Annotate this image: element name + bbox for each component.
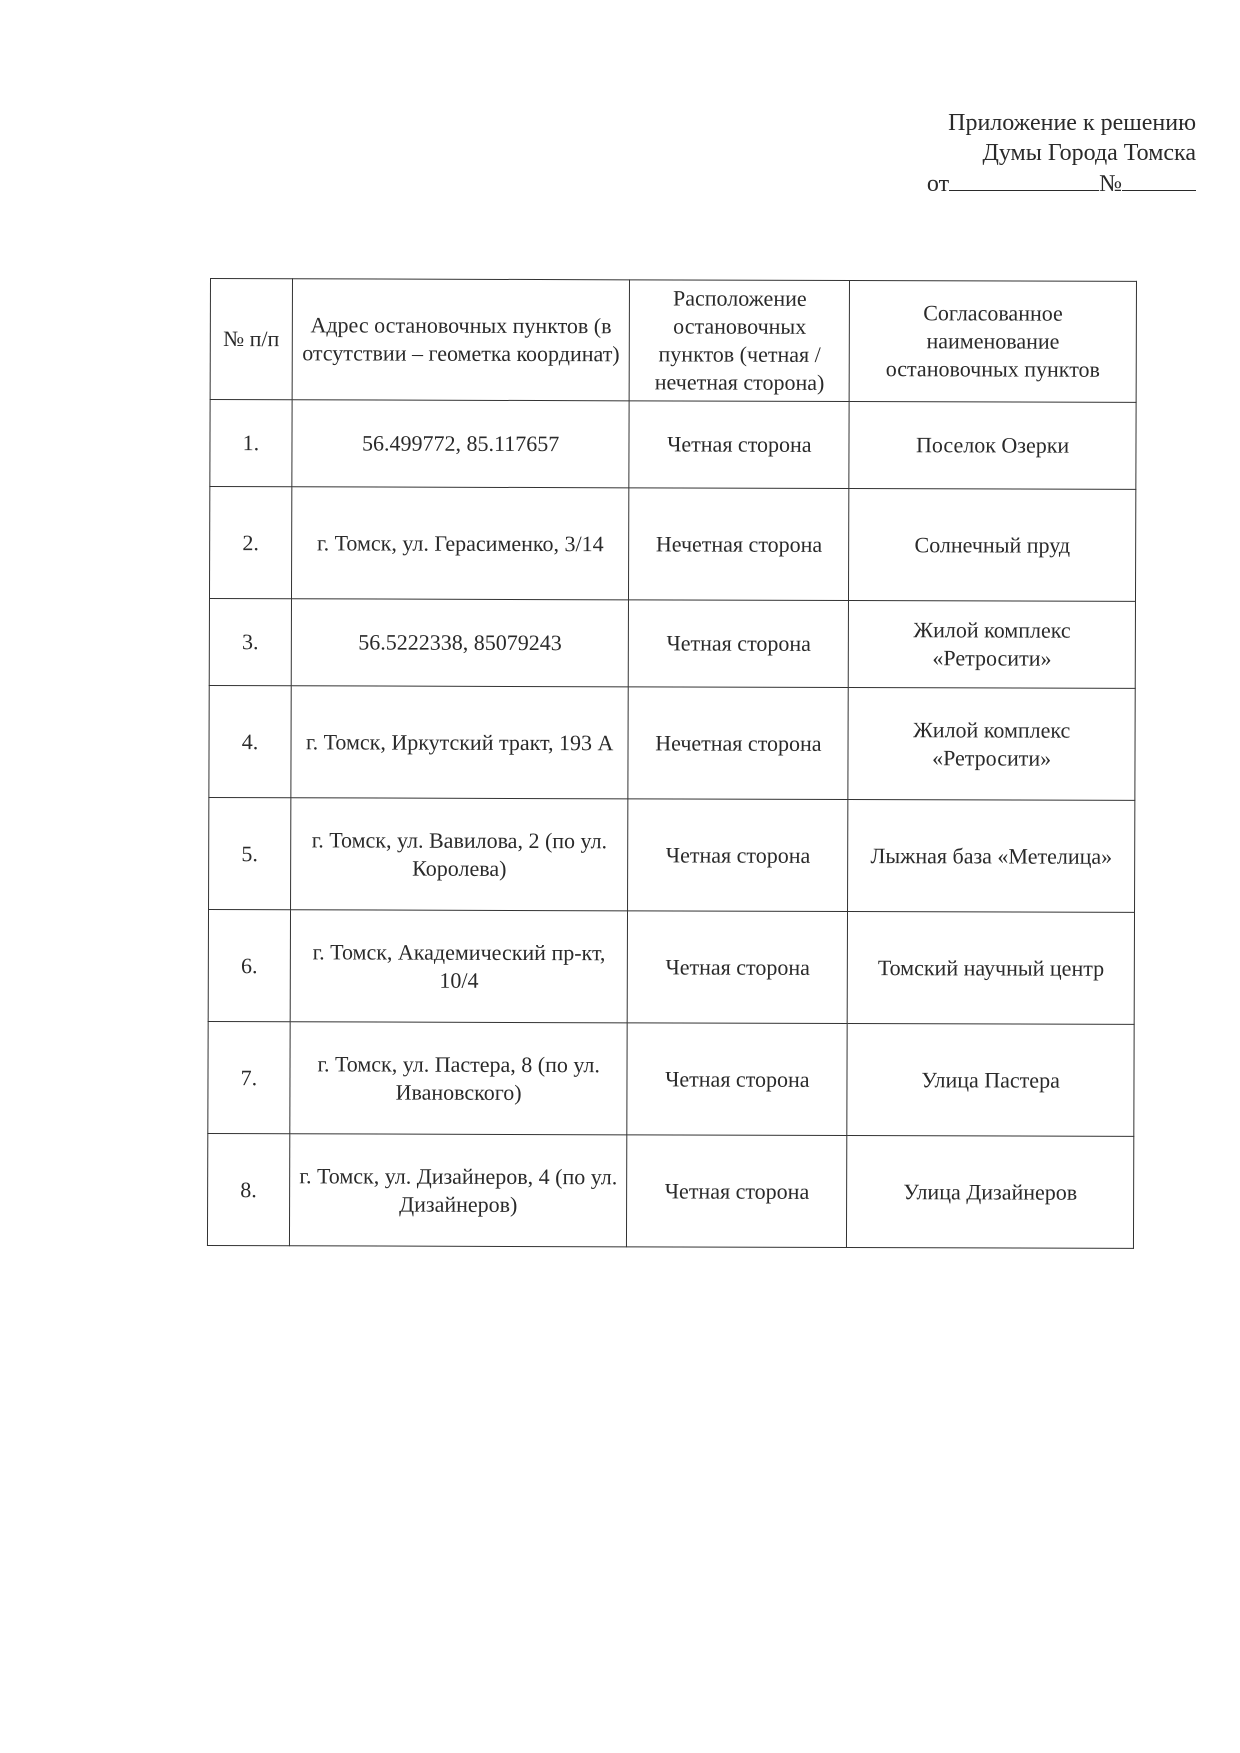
appendix-line-1: Приложение к решению: [948, 110, 1196, 136]
row-number: 3.: [209, 599, 291, 686]
row-number: 5.: [209, 797, 291, 909]
date-blank: [949, 168, 1099, 191]
table-header-row: [210, 279, 1136, 403]
row-stop-name: Улица Дизайнеров: [847, 1136, 1134, 1249]
table-row: [209, 599, 1135, 689]
row-side: Четная сторона: [628, 911, 848, 1024]
row-address: г. Томск, ул. Вавилова, 2 (по ул. Королева): [290, 798, 628, 911]
row-number: 7.: [208, 1021, 290, 1133]
row-side: Четная сторона: [627, 1023, 847, 1136]
header-side: Расположение остановочных пунктов (четная / нечетная сторона): [630, 280, 850, 402]
table-row: [210, 400, 1136, 490]
appendix-header: [927, 108, 1196, 199]
row-number: 1.: [210, 400, 292, 487]
row-side: Нечетная сторона: [628, 687, 848, 800]
row-address: 56.499772, 85.117657: [292, 400, 630, 488]
row-stop-name: Лыжная база «Метелица»: [848, 800, 1135, 913]
header-number: № п/п: [210, 279, 292, 400]
row-address: г. Томск, Академический пр-кт, 10/4: [290, 910, 628, 1023]
row-number: 2.: [209, 487, 291, 599]
table-row: [208, 909, 1134, 1024]
row-number: 8.: [207, 1133, 289, 1245]
row-number: 4.: [209, 685, 291, 797]
table-row: [209, 797, 1135, 912]
row-side: Четная сторона: [628, 799, 848, 912]
table-row: [207, 1133, 1133, 1248]
row-side: Четная сторона: [627, 1135, 847, 1248]
row-stop-name: Улица Пастера: [847, 1024, 1134, 1137]
row-stop-name: Солнечный пруд: [849, 489, 1136, 602]
row-stop-name: Жилой комплекс «Ретросити»: [848, 688, 1135, 801]
row-stop-name: Поселок Озерки: [849, 402, 1136, 490]
bus-stops-table: [207, 278, 1137, 1249]
row-stop-name: Жилой комплекс «Ретросити»: [849, 601, 1136, 689]
row-address: г. Томск, ул. Дизайнеров, 4 (по ул. Дизайнеров): [289, 1134, 627, 1247]
header-address: Адрес остановочных пунктов (в отсутствии – геометка координат): [292, 279, 630, 401]
row-address: г. Томск, ул. Пастера, 8 (по ул. Ивановского): [290, 1022, 628, 1135]
from-label: от: [926, 171, 950, 197]
appendix-line-2: Думы Города Томска: [982, 140, 1196, 166]
header-name: Согласованное наименование остановочных пунктов: [849, 281, 1136, 403]
number-blank: [1122, 168, 1196, 191]
appendix-date-number-line: [927, 168, 1196, 199]
row-address: 56.5222338, 85079243: [291, 599, 629, 687]
row-address: г. Томск, Иркутский тракт, 193 А: [291, 686, 629, 799]
row-side: Четная сторона: [629, 600, 849, 688]
table-row: [209, 487, 1135, 602]
table-row: [209, 685, 1135, 800]
row-address: г. Томск, ул. Герасименко, 3/14: [291, 487, 629, 600]
row-side: Нечетная сторона: [629, 488, 849, 601]
row-stop-name: Томский научный центр: [847, 912, 1134, 1025]
row-side: Четная сторона: [629, 401, 849, 489]
table-row: [208, 1021, 1134, 1136]
row-number: 6.: [208, 909, 290, 1021]
number-label: №: [1099, 171, 1122, 197]
